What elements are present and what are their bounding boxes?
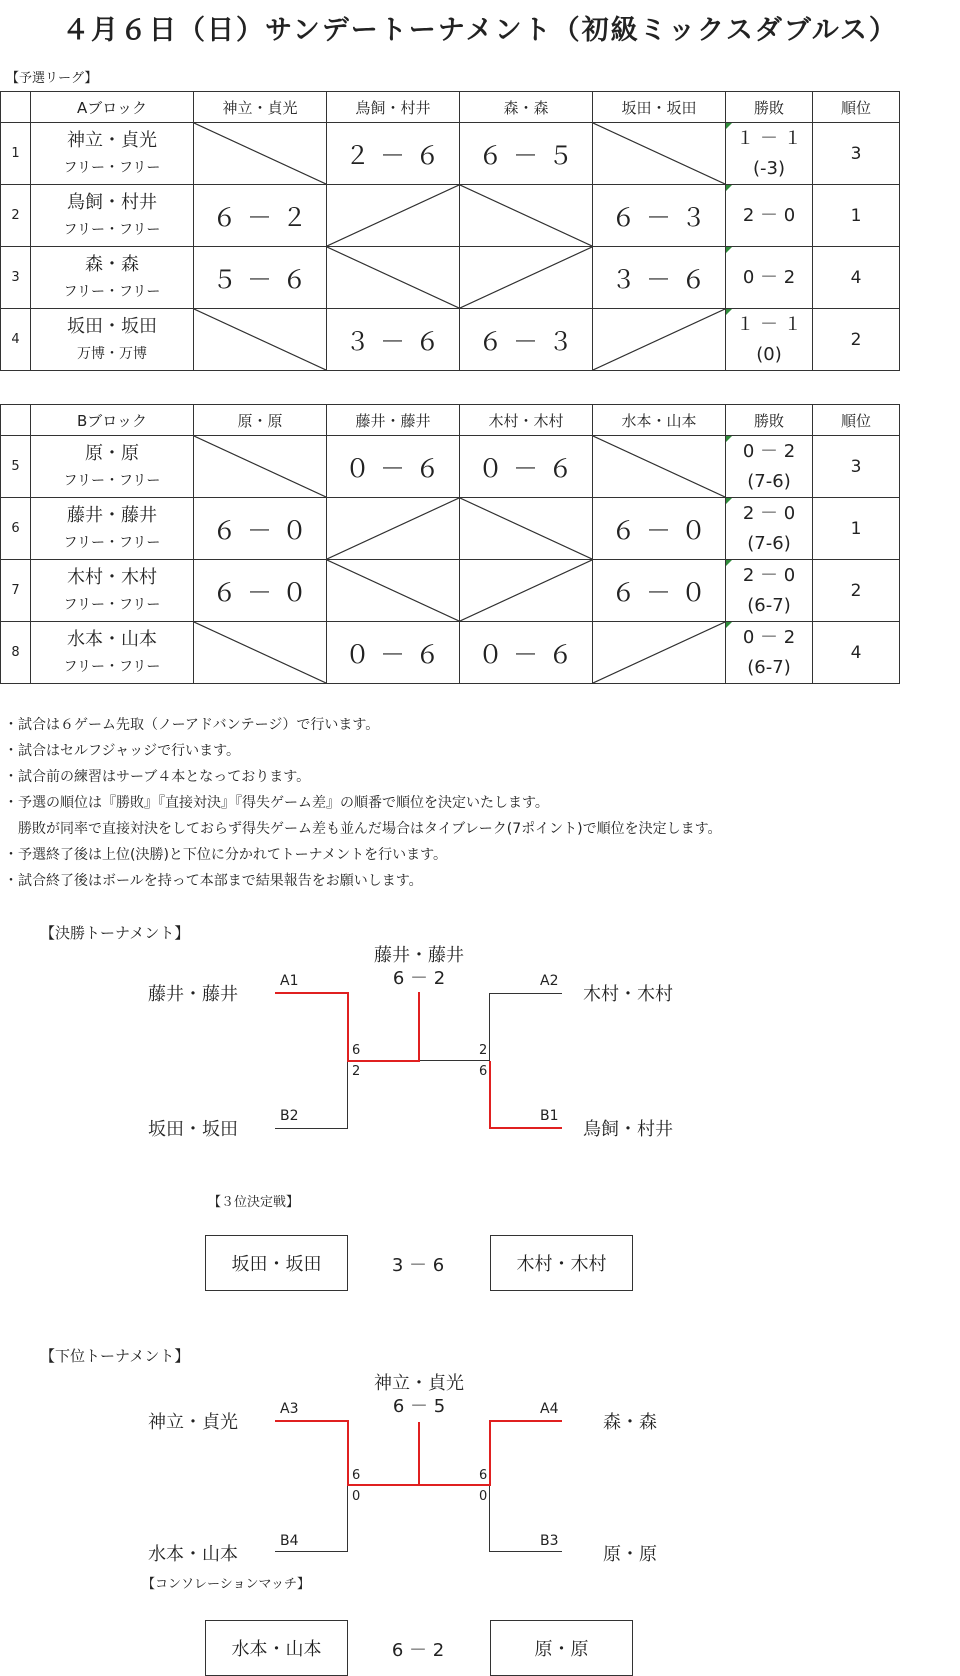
club-name: フリー・フリー (63, 534, 161, 551)
final-left-game: 2 (352, 1064, 361, 1079)
opponent-header: 原・原 (194, 405, 327, 436)
self-cell (327, 185, 460, 247)
wl-value: 0 － 2 (742, 266, 796, 288)
score-cell: ６ － ３ (460, 309, 593, 371)
wl-cell (726, 498, 813, 560)
self-cell (194, 436, 327, 498)
player-cell (31, 123, 194, 185)
table-row (1, 309, 900, 371)
final-left-bottom-player: 坂田・坂田 (148, 1119, 238, 1140)
no-match-cell (327, 247, 460, 309)
pair-name: 水本・山本 (67, 628, 157, 650)
final-right-top-player: 木村・木村 (583, 984, 673, 1005)
no-match-cell (194, 622, 327, 684)
score-cell: ６ － ０ (593, 560, 726, 622)
consolation-right-box: 原・原 (490, 1620, 633, 1676)
opponent-header: 森・森 (460, 92, 593, 123)
pair-name: 藤井・藤井 (67, 504, 157, 526)
block-a-table (0, 91, 900, 371)
club-name: フリー・フリー (63, 221, 161, 238)
rank-cell: 4 (813, 622, 900, 684)
final-right-game: 6 (479, 1064, 488, 1079)
note-line: ・予選の順位は『勝敗』『直接対決』『得失ゲーム差』の順番で順位を決定いたします。 (4, 795, 549, 811)
bracket-line-winner (347, 1420, 349, 1486)
self-cell (593, 622, 726, 684)
rank-cell: 4 (813, 247, 900, 309)
wl-sub: (6-7) (747, 656, 791, 678)
bracket-line (347, 1062, 348, 1129)
wl-value: 2 － 0 (742, 204, 796, 226)
player-cell (31, 560, 194, 622)
score-cell: ６ － ０ (593, 498, 726, 560)
row-number: 8 (1, 622, 31, 684)
table-row (1, 185, 900, 247)
score-cell: ６ － ５ (460, 123, 593, 185)
pair-name: 原・原 (85, 442, 139, 464)
score-cell: ０ － ６ (327, 436, 460, 498)
table-row (1, 498, 900, 560)
score-cell: ０ － ６ (327, 622, 460, 684)
player-cell (31, 247, 194, 309)
rank-cell: 3 (813, 123, 900, 185)
wl-sub: (7-6) (747, 532, 791, 554)
wl-cell (726, 309, 813, 371)
club-name: フリー・フリー (63, 472, 161, 489)
third-left-box: 坂田・坂田 (205, 1235, 348, 1291)
bracket-line (275, 1128, 348, 1129)
score-cell: ６ － ３ (593, 185, 726, 247)
note-line: ・試合終了後はボールを持って本部まで結果報告をお願いします。 (4, 873, 423, 889)
block-name: Aブロック (31, 92, 194, 123)
wl-sub: (0) (756, 343, 782, 365)
bracket-line-winner (275, 1420, 348, 1422)
score-cell: ６ － ０ (194, 560, 327, 622)
bracket-line (275, 1551, 348, 1552)
lower-score: 6 － 5 (392, 1396, 446, 1417)
player-cell (31, 622, 194, 684)
wl-value: １ － １ (736, 127, 802, 149)
wl-sub: (-3) (753, 157, 785, 179)
wl-value: 2 － 0 (742, 502, 796, 524)
lower-right-bottom-seed: B3 (540, 1533, 559, 1549)
lower-left-game: 0 (352, 1489, 361, 1504)
pair-name: 森・森 (85, 253, 139, 275)
lower-left-top-seed: A3 (280, 1401, 299, 1417)
final-right-bottom-seed: B1 (540, 1108, 559, 1124)
bracket-line (489, 993, 562, 994)
no-match-cell (460, 498, 593, 560)
opponent-header: 木村・木村 (460, 405, 593, 436)
row-number: 3 (1, 247, 31, 309)
pair-name: 木村・木村 (67, 566, 157, 588)
player-cell (31, 498, 194, 560)
wl-value: 0 － 2 (742, 626, 796, 648)
score-cell: ６ － ０ (194, 498, 327, 560)
bracket-line (489, 993, 490, 1061)
final-left-top-player: 藤井・藤井 (148, 984, 238, 1005)
row-number: 2 (1, 185, 31, 247)
consolation-section-label: 【コンソレーションマッチ】 (142, 1577, 310, 1592)
row-number: 1 (1, 123, 31, 185)
third-score: 3 － 6 (391, 1255, 445, 1276)
wl-value: １ － １ (736, 313, 802, 335)
rank-header: 順位 (813, 92, 900, 123)
opponent-header: 藤井・藤井 (327, 405, 460, 436)
wl-cell (726, 622, 813, 684)
rank-cell: 1 (813, 498, 900, 560)
wl-cell (726, 436, 813, 498)
self-cell (460, 247, 593, 309)
consolation-left-box: 水本・山本 (205, 1620, 348, 1676)
club-name: 万博・万博 (77, 345, 147, 362)
note-line: ・試合前の練習はサーブ４本となっております。 (4, 769, 311, 785)
block-name: Bブロック (31, 405, 194, 436)
rank-cell: 1 (813, 185, 900, 247)
bracket-line-winner (347, 1060, 420, 1062)
league-section-label: 【予選リーグ】 (6, 71, 98, 86)
bracket-line-winner (489, 1127, 562, 1129)
page-title: ４月６日（日）サンデートーナメント（初級ミックスダブルス） (62, 15, 898, 46)
pair-name: 神立・貞光 (67, 129, 157, 151)
final-right-game: 2 (479, 1043, 488, 1058)
score-cell: ０ － ６ (460, 622, 593, 684)
row-number: 6 (1, 498, 31, 560)
bracket-line (489, 1486, 490, 1552)
final-winner: 藤井・藤井 (374, 945, 464, 966)
bracket-line (489, 1551, 562, 1552)
third-section-label: 【３位決定戦】 (208, 1195, 300, 1210)
block-b-table (0, 404, 900, 684)
score-cell: ６ － ２ (194, 185, 327, 247)
no-match-cell (593, 436, 726, 498)
rules-notes (4, 712, 721, 894)
opponent-header: 神立・貞光 (194, 92, 327, 123)
row-number: 7 (1, 560, 31, 622)
third-right-box: 木村・木村 (490, 1235, 633, 1291)
header-empty (1, 92, 31, 123)
no-match-cell (327, 560, 460, 622)
table-row (1, 560, 900, 622)
wl-header: 勝敗 (726, 405, 813, 436)
note-line: ・試合は６ゲーム先取（ノーアドバンテージ）で行います。 (4, 717, 380, 733)
pair-name: 坂田・坂田 (67, 315, 157, 337)
rank-cell: 3 (813, 436, 900, 498)
club-name: フリー・フリー (63, 159, 161, 176)
header-empty (1, 405, 31, 436)
bracket-line-winner (489, 1061, 491, 1129)
table-row (1, 622, 900, 684)
bracket-line (347, 1486, 348, 1552)
pair-name: 鳥飼・村井 (67, 191, 157, 213)
lower-right-top-seed: A4 (540, 1401, 559, 1417)
self-cell (593, 309, 726, 371)
self-cell (327, 498, 460, 560)
table-row (1, 436, 900, 498)
bracket-line-winner (275, 992, 348, 994)
table-row (1, 247, 900, 309)
self-cell (194, 123, 327, 185)
rank-cell: 2 (813, 309, 900, 371)
final-left-top-seed: A1 (280, 973, 299, 989)
wl-value: 2 － 0 (742, 564, 796, 586)
lower-section-label: 【下位トーナメント】 (40, 1347, 190, 1365)
wl-cell (726, 560, 813, 622)
player-cell (31, 309, 194, 371)
final-right-top-seed: A2 (540, 973, 559, 989)
rank-cell: 2 (813, 560, 900, 622)
club-name: フリー・フリー (63, 658, 161, 675)
final-right-bottom-player: 鳥飼・村井 (583, 1119, 673, 1140)
score-cell: ３ － ６ (593, 247, 726, 309)
row-number: 4 (1, 309, 31, 371)
bracket-line-winner (418, 1422, 420, 1485)
note-line: ・試合はセルフジャッジで行います。 (4, 743, 241, 759)
score-cell: ５ － ６ (194, 247, 327, 309)
note-line: 勝敗が同率で直接対決をしておらず得失ゲーム差も並んだ場合はタイブレーク(7ポイント)で順位を決定します。 (4, 821, 722, 837)
lower-winner: 神立・貞光 (374, 1373, 464, 1394)
score-cell: ０ － ６ (460, 436, 593, 498)
final-score: 6 － 2 (392, 968, 446, 989)
player-cell (31, 185, 194, 247)
rank-header: 順位 (813, 405, 900, 436)
note-line: ・予選終了後は上位(決勝)と下位に分かれてトーナメントを行います。 (4, 847, 447, 863)
bracket-line-winner (347, 992, 349, 1062)
row-number: 5 (1, 436, 31, 498)
table-row (1, 123, 900, 185)
wl-cell (726, 123, 813, 185)
wl-value: 0 － 2 (742, 440, 796, 462)
club-name: フリー・フリー (63, 283, 161, 300)
final-left-bottom-seed: B2 (280, 1108, 299, 1124)
lower-right-bottom-player: 原・原 (603, 1544, 657, 1565)
lower-left-bottom-player: 水本・山本 (148, 1544, 238, 1565)
bracket-line-winner (418, 992, 420, 1062)
bracket-line (420, 1060, 489, 1061)
wl-cell (726, 247, 813, 309)
bracket-line-winner (489, 1420, 562, 1422)
wl-sub: (6-7) (747, 594, 791, 616)
score-cell: ３ － ６ (327, 309, 460, 371)
final-section-label: 【決勝トーナメント】 (40, 924, 190, 942)
opponent-header: 鳥飼・村井 (327, 92, 460, 123)
score-cell: ２ － ６ (327, 123, 460, 185)
lower-left-bottom-seed: B4 (280, 1533, 299, 1549)
lower-left-top-player: 神立・貞光 (148, 1412, 238, 1433)
lower-right-game: 0 (479, 1489, 488, 1504)
no-match-cell (194, 309, 327, 371)
wl-header: 勝敗 (726, 92, 813, 123)
self-cell (460, 560, 593, 622)
consolation-score: 6 － 2 (391, 1640, 445, 1661)
final-left-game: 6 (352, 1043, 361, 1058)
bracket-line-winner (489, 1420, 491, 1486)
opponent-header: 水本・山本 (593, 405, 726, 436)
no-match-cell (460, 185, 593, 247)
wl-sub: (7-6) (747, 470, 791, 492)
wl-cell (726, 185, 813, 247)
opponent-header: 坂田・坂田 (593, 92, 726, 123)
club-name: フリー・フリー (63, 596, 161, 613)
player-cell (31, 436, 194, 498)
lower-left-game: 6 (352, 1468, 361, 1483)
lower-right-top-player: 森・森 (603, 1412, 657, 1433)
no-match-cell (593, 123, 726, 185)
lower-right-game: 6 (479, 1468, 488, 1483)
